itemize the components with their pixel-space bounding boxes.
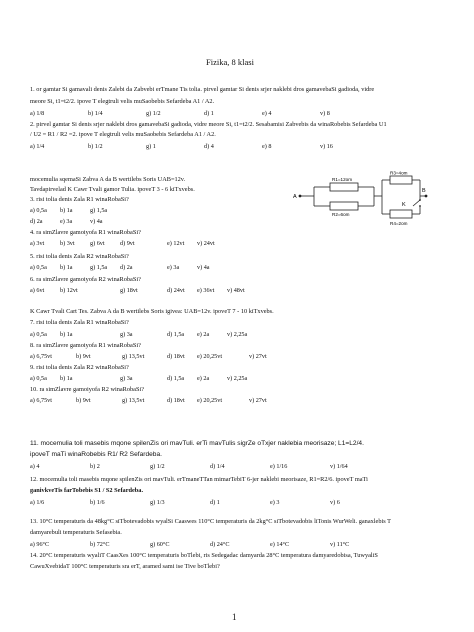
option-v: v) 4a: [90, 218, 103, 225]
option-b: b) 1/6: [90, 499, 105, 506]
option-v: v) 2,25a: [227, 331, 248, 338]
question-9-options: [30, 375, 390, 383]
option-d: d) 1/4: [210, 463, 225, 470]
question-6: 6. ra simZlavre gamoiyofa R2 winaRobaSi?: [30, 276, 141, 283]
option-e: e) 20,25vt: [197, 353, 223, 360]
question-10: 10. ra simZlavre gamoiyofa R2 winaRobaSi?: [30, 386, 145, 393]
option-d: d) 1,5a: [167, 375, 185, 382]
option-e: e) 20,25vt: [197, 397, 223, 404]
option-a: a) 0,5a: [30, 264, 47, 271]
option-g: g) 13,5vt: [122, 397, 145, 404]
option-g: g) 1: [146, 143, 156, 150]
option-b: b) 3vt: [60, 240, 75, 247]
option-d: d) 18vt: [167, 397, 185, 404]
option-d: d) 18vt: [167, 353, 185, 360]
question-7-options: [30, 331, 390, 339]
section-2-line: K Cawr Tvali Cart Tes. Zabva A da B wertilebs Soris igivea: UAB=12v. ipoveT 7 - 10 kiTxvebs.: [30, 308, 274, 315]
option-g: g) 1/3: [150, 499, 165, 506]
option-g: g) 6vt: [90, 240, 105, 247]
question-12-line-2: ganivkveTis farTobebis S1 / S2 Sefardeba.: [30, 487, 144, 494]
option-e: e) 4: [262, 110, 272, 117]
option-a: a) 96°C: [30, 541, 50, 548]
node-a-label: A: [293, 194, 297, 200]
question-9: 9. risi tolia denis Zala R2 winaRobaSi?: [30, 364, 129, 371]
option-d: d) 4: [204, 143, 214, 150]
option-a: a) 0,5a: [30, 375, 47, 382]
option-b: b) 1a: [60, 331, 73, 338]
option-b: b) 1a: [60, 375, 73, 382]
option-v: v) 27vt: [249, 353, 267, 360]
question-13-line-1: 13. 10°C temperaturis da 48kg°C siTbotevadobis wyalSi Caaswes 110°C temperaturis da 2kg°C siTbotevadobis liTonis WurWeli. ganaxlebis T: [30, 518, 391, 525]
option-d: d) 2a: [120, 264, 133, 271]
r3-label: R3=4om: [390, 170, 408, 176]
option-e: e) 8: [262, 143, 272, 150]
question-2-line-2: / U2 = R1 / R2 =2. ipove T elegtruli velis muSaobebis Sefardeba A1 / A2.: [30, 131, 216, 138]
option-g: g) 1/2: [146, 110, 161, 117]
option-a: a) 6,75vt: [30, 397, 52, 404]
page-title: Fizika, 8 klasi: [206, 57, 254, 67]
option-b: b) 72°C: [90, 541, 110, 548]
question-8: 8. ra simZlavre gamoiyofa R1 winaRobaSi?: [30, 342, 141, 349]
question-3: 3. risi tolia denis Zala R1 winaRobaSi?: [30, 196, 129, 203]
option-b: b) 1/2: [88, 143, 103, 150]
r4-label: R4=2om: [390, 221, 408, 226]
option-b: b) 2: [90, 463, 100, 470]
option-v: v) 4a: [197, 264, 210, 271]
option-g: g) 1,5a: [90, 264, 108, 271]
option-g: g) 3a: [120, 375, 133, 382]
question-4: 4. ra simZlavre gamoiyofa R1 winaRobaSi?: [30, 229, 141, 236]
r2-label: R2=6om: [332, 212, 350, 217]
option-b: b) 1a: [60, 264, 73, 271]
option-v: v) 48vt: [227, 287, 245, 294]
option-g: g) 3a: [120, 331, 133, 338]
question-6-options: [30, 287, 390, 295]
option-g: g) 18vt: [120, 287, 138, 294]
option-e: e) 2a: [197, 375, 210, 382]
option-b: b) 1a: [60, 207, 73, 214]
option-d: d) 1: [204, 110, 214, 117]
option-e: e) 12vt: [167, 240, 185, 247]
page-number: 1: [232, 612, 237, 622]
question-4-options: [30, 240, 390, 248]
node-b-label: B: [422, 188, 426, 194]
question-12-line-1: 12. mocemulia toli masebis mqone spilenZis ori mavTuli. erTmaneTTan mimarTebiT 6-jer naklebi meorisaze, R1=R2/6. ipoveT maTi: [30, 476, 368, 483]
section-1-line-2: Tavdapirvelad K Cawr Tvali gamor Tulia. ipoveT 3 - 6 kiTxvebs.: [30, 186, 195, 193]
option-e: e) 3a: [167, 264, 180, 271]
option-v: v) 1/64: [330, 463, 348, 470]
question-14-line-1: 14. 20°C temperaturis wyaliT CaasXes 100°C temperaturis boTlebi, ris Sedegadac damyarda 28°C temperatura damyaredobisa, TuwyaliS: [30, 552, 378, 559]
option-g: g) 1/2: [150, 463, 165, 470]
option-a: a) 1/8: [30, 110, 45, 117]
question-13-line-2: damyarebuli temperaturis Sefasebia.: [30, 529, 122, 536]
option-v: v) 8: [320, 110, 330, 117]
question-2-line-1: 2. pirvel gamtar Si denis srjer naklebi dros gamavebaSi gadioda, vidre meore Si, t1=t2/2. Sesabamisi Zabvebis da winaRobebis Sefardeba U1: [30, 121, 387, 128]
option-b: b) 9vt: [76, 353, 91, 360]
option-d: d) 24vt: [167, 287, 185, 294]
option-v: v) 11°C: [330, 541, 350, 548]
switch-k-label: K: [402, 202, 406, 208]
option-e: e) 1/16: [270, 463, 288, 470]
option-e: e) 14°C: [270, 541, 290, 548]
option-e: e) 3: [270, 499, 280, 506]
option-b: b) 1/4: [88, 110, 103, 117]
option-a: a) 0,5a: [30, 331, 47, 338]
question-1-line-2: meore Si, t1=t2/2. ipove T elegtruli velis muSaobebis Sefardeba A1 / A2.: [30, 98, 215, 105]
question-11-options: [30, 463, 390, 471]
option-g: g) 1,5a: [90, 207, 108, 214]
question-5: 5. risi tolia denis Zala R2 winaRobaSi?: [30, 253, 129, 260]
option-v: v) 2,25a: [227, 375, 248, 382]
question-1-options: [30, 110, 390, 118]
question-1-line-1: 1. or gamtar Si gamavali denis Zalebi da Zabvebi erTmane Tis tolia. pirvel gamtar Si denis srjer naklebi dros gamavebaSi gadioda, vidre: [30, 86, 375, 93]
option-v: v) 16: [320, 143, 333, 150]
option-e: e) 3a: [60, 218, 73, 225]
question-8-options: [30, 353, 390, 361]
question-12-options: [30, 499, 390, 507]
option-d: d) 1: [210, 499, 220, 506]
question-3-options-row-1: [30, 207, 390, 215]
option-a: a) 3vt: [30, 240, 45, 247]
question-11-line-1: 11. mocemulia toli masebis mqone spilenZis ori mavTuli. erTi mavTulis sigrZe oTxjer naklebia meorisaze; L1=L2/4.: [30, 440, 364, 447]
option-d: d) 1,5a: [167, 331, 185, 338]
option-a: a) 4: [30, 463, 40, 470]
option-d: d) 2a: [30, 218, 43, 225]
option-v: v) 6: [330, 499, 340, 506]
question-10-options: [30, 397, 390, 405]
option-v: v) 27vt: [249, 397, 267, 404]
question-5-options: [30, 264, 390, 272]
option-d: d) 9vt: [120, 240, 135, 247]
r1-label: R1=12om: [332, 177, 353, 182]
option-a: a) 1/6: [30, 499, 45, 506]
question-7: 7. risi tolia denis Zala R1 winaRobaSi?: [30, 319, 129, 326]
option-g: g) 13,5vt: [122, 353, 145, 360]
option-g: g) 60°C: [150, 541, 170, 548]
option-v: v) 24vt: [197, 240, 215, 247]
question-11-line-2: ipoveT maTi winaRobebis R1/ R2 Sefardeba.: [30, 451, 162, 458]
option-a: a) 1/4: [30, 143, 45, 150]
question-13-options: [30, 541, 390, 549]
option-a: a) 6,75vt: [30, 353, 52, 360]
section-1-line-1: mocemulia sqemaSi Zabva A da B wertilebs Soris UAB=12v.: [30, 176, 186, 183]
option-b: b) 9vt: [76, 397, 91, 404]
question-14-line-2: CawuXvebidaT 100°C temperaturis sra erT, aramed sami ise Tive boTlebi?: [30, 563, 220, 570]
option-b: b) 12vt: [60, 287, 78, 294]
option-d: d) 24°C: [210, 541, 230, 548]
question-3-options-row-2: [30, 218, 390, 226]
option-a: a) 6vt: [30, 287, 45, 294]
option-e: e) 36vt: [197, 287, 215, 294]
question-2-options: [30, 143, 390, 151]
option-a: a) 0,5a: [30, 207, 47, 214]
option-e: e) 2a: [197, 331, 210, 338]
